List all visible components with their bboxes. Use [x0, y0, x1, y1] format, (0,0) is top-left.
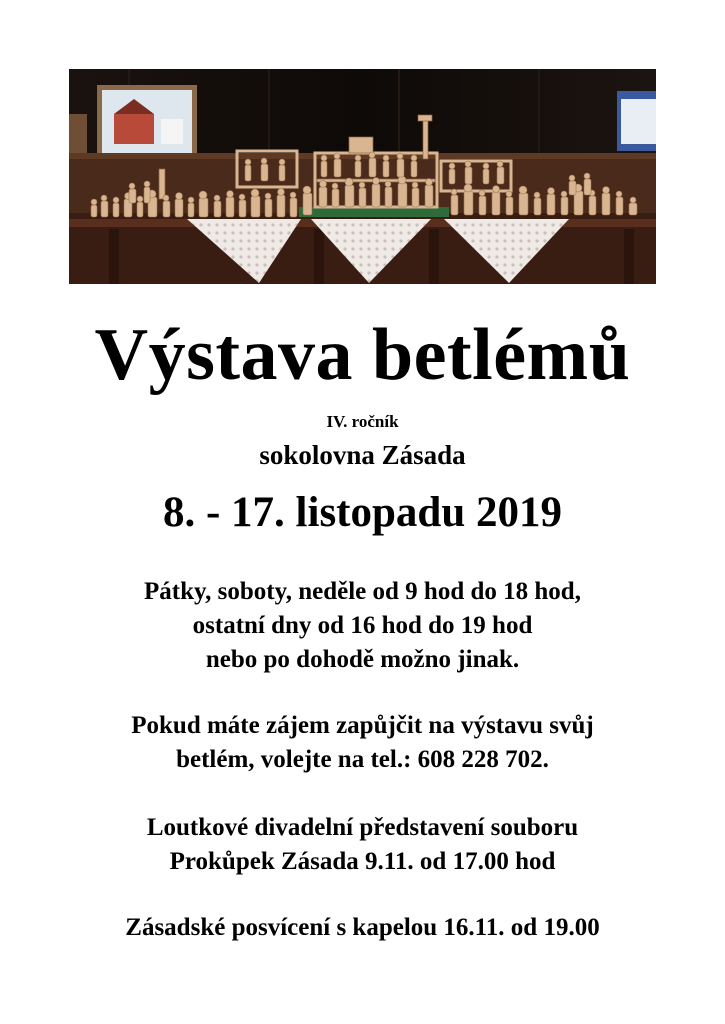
poster-title: Výstava betlémů	[94, 314, 631, 396]
opening-hours-line: ostatní dny od 16 hod do 19 hod	[192, 612, 533, 639]
puppet-show	[0, 811, 725, 879]
feast-line: Zásadské posvícení s kapelou 16.11. od 19.00	[125, 914, 600, 941]
venue: sokolovna Zásada	[259, 440, 466, 470]
puppet-show-line: Loutkové divadelní představení souboru	[146, 814, 579, 841]
exhibition-dates: 8. - 17. listopadu 2019	[162, 489, 562, 536]
loan-notice-line: betlém, volejte na tel.: 608 228 702.	[176, 746, 549, 773]
nativity-scene-photo	[69, 69, 656, 284]
feast-announcement	[0, 911, 725, 945]
opening-hours-line: nebo po dohodě možno jinak.	[205, 646, 520, 673]
puppet-show-line: Prokůpek Zásada 9.11. od 17.00 hod	[169, 848, 556, 875]
loan-notice	[0, 709, 725, 777]
opening-hours-line: Pátky, soboty, neděle od 9 hod do 18 hod,	[144, 578, 581, 605]
edition-label: IV. ročník	[326, 412, 399, 431]
exhibition-photo	[69, 69, 656, 284]
opening-hours	[0, 575, 725, 677]
loan-notice-line: Pokud máte zájem zapůjčit na výstavu svůj	[131, 712, 594, 739]
